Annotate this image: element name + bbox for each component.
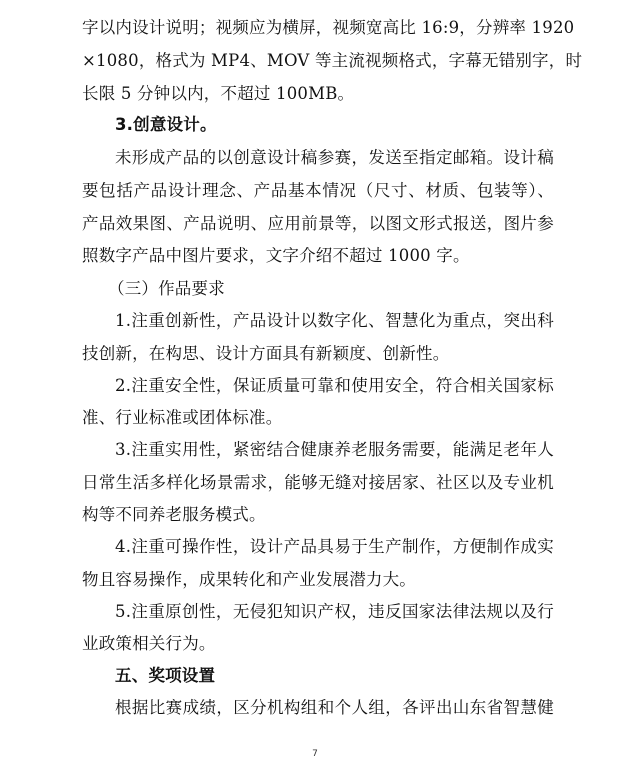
text-line: 技创新，在构思、设计方面具有新颖度、创新性。 — [82, 344, 450, 363]
text-line: 照数字产品中图片要求，文字介绍不超过 1000 字。 — [82, 246, 470, 265]
text-line: 日常生活多样化场景需求，能够无缝对接居家、社区以及专业机 — [82, 473, 554, 492]
text-line: 要包括产品设计理念、产品基本情况（尺寸、材质、包装等）、 — [82, 181, 554, 200]
text-line: 根据比赛成绩，区分机构组和个人组，各评出山东省智慧健 — [115, 698, 554, 717]
text-line: 5.注重原创性，无侵犯知识产权，违反国家法律法规以及行 — [115, 602, 554, 621]
text-line: 构等不同养老服务模式。 — [82, 505, 266, 524]
text-line: 长限 5 分钟以内，不超过 100MB。 — [82, 84, 355, 103]
text-line: 未形成产品的以创意设计稿参赛，发送至指定邮箱。设计稿 — [115, 148, 554, 167]
text-line: 3.注重实用性，紧密结合健康养老服务需要，能满足老年人 — [115, 440, 554, 459]
text-line: 产品效果图、产品说明、应用前景等，以图文形式报送，图片参 — [82, 214, 554, 233]
text-line: 准、行业标准或团体标准。 — [82, 408, 283, 427]
text-line: 1.注重创新性，产品设计以数字化、智慧化为重点，突出科 — [115, 311, 554, 330]
text-line: 2.注重安全性，保证质量可靠和使用安全，符合相关国家标 — [115, 376, 554, 395]
text-line: 业政策相关行为。 — [82, 634, 216, 653]
text-line: 物且容易操作，成果转化和产业发展潜力大。 — [82, 570, 416, 589]
page-number: 7 — [312, 749, 318, 759]
section-heading: 五、奖项设置 — [115, 666, 216, 685]
text-line: ×1080，格式为 MP4、MOV 等主流视频格式，字幕无错别字，时 — [82, 51, 583, 70]
section-heading: 3.创意设计。 — [115, 115, 217, 134]
text-line: 4.注重可操作性，设计产品具易于生产制作，方便制作成实 — [115, 537, 554, 556]
text-line: 字以内设计说明；视频应为横屏，视频宽高比 16:9，分辨率 1920 — [82, 18, 575, 37]
subsection-heading: （三）作品要求 — [108, 279, 225, 298]
